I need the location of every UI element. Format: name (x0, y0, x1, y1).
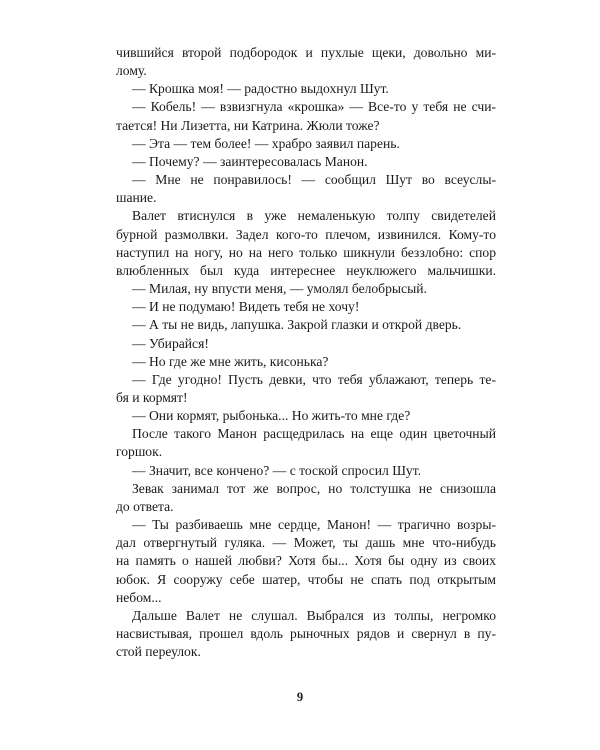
text-line: — А ты не видь, лапушка. Закрой глазки и открой дверь. (132, 317, 462, 333)
text-line: лому. (116, 63, 147, 79)
text-line: небом... (116, 589, 162, 605)
body-text (116, 44, 496, 661)
text-line: — Крошка моя! — радостно выдохнул Шут. (132, 81, 389, 97)
text-line: на память о нашей любви? Хотя бы... Хотя бы одну из своих (116, 553, 496, 569)
text-line: бурной размолвки. Задел кого-то плечом, извинился. Кому-то (116, 226, 496, 242)
text-line: наступил на ногу, но на него только шикнули беззлобно: спор (116, 244, 496, 260)
text-line: чившийся второй подбородок и пухлые щеки, довольно ми- (116, 45, 496, 60)
text-line: — Мне не понравилось! — сообщил Шут во всеуслы- (132, 172, 496, 188)
text-line: — Они кормят, рыбонька... Но жить-то мне где? (132, 408, 411, 424)
text-line: влюбленных был куда интереснее неуклюжего мальчишки. (116, 262, 496, 278)
text-line: — И не подумаю! Видеть тебя не хочу! (132, 299, 360, 315)
text-line: юбок. Я сооружу себе шатер, чтобы не спать под открытым (116, 571, 496, 587)
text-line: шание. (116, 190, 157, 206)
text-line: насвистывая, прошел вдоль рыночных рядов и свернул в пу- (116, 626, 496, 641)
text-line: бя и кормят! (116, 389, 188, 405)
text-line: — Но где же мне жить, кисонька? (132, 353, 329, 369)
text-line: — Значит, все кончено? — с тоской спросил Шут. (132, 462, 422, 478)
text-line: — Ты разбиваешь мне сердце, Манон! — трагично возры- (132, 517, 496, 533)
text-line: После такого Манон расщедрилась на еще один цветочный (132, 426, 496, 442)
text-line: тается! Ни Лизетта, ни Катрина. Жюли тоже? (116, 117, 380, 133)
text-line: стой переулок. (116, 644, 201, 660)
text-line: — Милая, ну впусти меня, — умолял белобрысый. (132, 281, 427, 297)
text-line: Дальше Валет не слушал. Выбрался из толпы, негромко (132, 607, 496, 623)
page-number: 9 (296, 690, 304, 704)
text-line: Зевак занимал тот же вопрос, но толстушка не снизошла (132, 480, 496, 496)
text-line: Валет втиснулся в уже немаленькую толпу свидетелей (132, 208, 496, 224)
text-line: — Убирайся! (132, 335, 209, 351)
text-line: — Почему? — заинтересовалась Манон. (132, 153, 368, 169)
text-line: дал отвергнутый гуляка. — Может, ты дашь мне что-нибудь (116, 535, 496, 551)
text-line: горшок. (116, 444, 163, 460)
text-line: — Эта — тем более! — храбро заявил парень. (132, 135, 400, 151)
text-line: до ответа. (116, 498, 174, 514)
text-line: — Кобель! — взвизгнула «крошка» — Все-то у тебя не счи- (132, 99, 496, 115)
text-line: — Где угодно! Пусть девки, что тебя ублажают, теперь те- (132, 371, 496, 387)
